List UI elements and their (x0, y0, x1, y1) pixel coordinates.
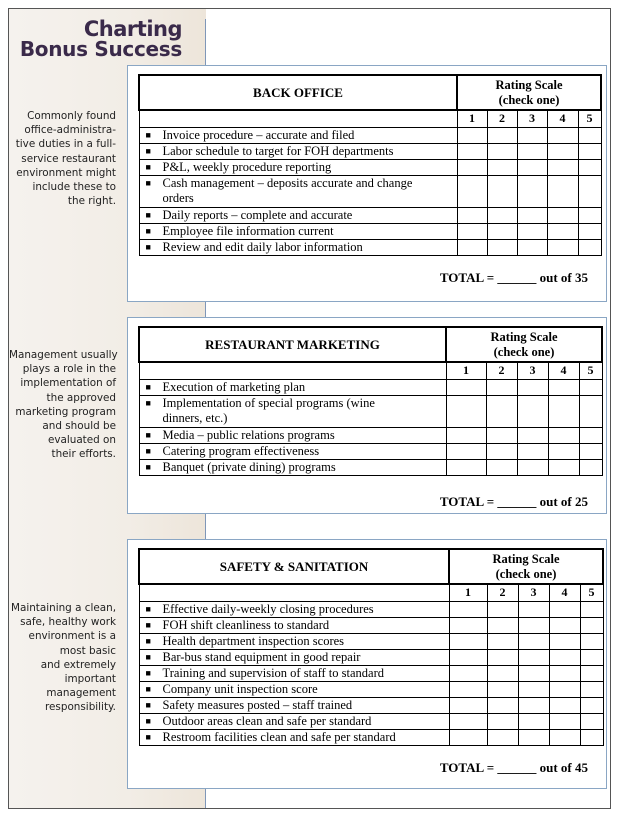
rating-checkbox-3[interactable] (517, 175, 547, 207)
rating-checkbox-2[interactable] (487, 175, 517, 207)
rating-checkbox-1[interactable] (446, 395, 486, 427)
title-line-1: Charting (83, 17, 182, 41)
criteria-line: Training and supervision of staff to standard (162, 665, 385, 680)
rating-checkbox-4[interactable] (548, 459, 579, 475)
note-line: Maintaining a clean, (10, 602, 116, 614)
rating-checkbox-4[interactable] (549, 633, 580, 649)
criteria-text (163, 224, 334, 239)
bullet-icon: ■ (145, 619, 151, 630)
rating-checkbox-2[interactable] (487, 127, 517, 143)
rating-checkbox-3[interactable] (517, 223, 547, 239)
table-row (139, 127, 601, 143)
rating-number: 3 (517, 362, 548, 379)
table-row (139, 175, 601, 207)
rating-checkbox-3[interactable] (518, 681, 549, 697)
criteria-text (163, 128, 355, 143)
rating-number: 5 (578, 110, 601, 127)
criteria-cell (139, 633, 449, 649)
rating-checkbox-5[interactable] (578, 159, 601, 175)
rating-checkbox-4[interactable] (548, 395, 579, 427)
rating-checkbox-2[interactable] (487, 729, 518, 745)
back-office-section (127, 65, 607, 302)
rating-checkbox-3[interactable] (517, 239, 547, 255)
rating-checkbox-3[interactable] (517, 379, 548, 395)
rating-checkbox-5[interactable] (579, 459, 602, 475)
criteria-text (163, 634, 345, 649)
rating-scale-hint: (check one) (495, 566, 557, 581)
section-title: SAFETY & SANITATION (139, 549, 449, 584)
criteria-line: orders (162, 191, 194, 205)
criteria-text (163, 144, 394, 159)
criteria-cell (139, 713, 449, 729)
rating-checkbox-4[interactable] (549, 665, 580, 681)
criteria-text (163, 240, 363, 255)
table-row (139, 633, 603, 649)
rating-checkbox-2[interactable] (486, 459, 517, 475)
rating-checkbox-1[interactable] (446, 459, 486, 475)
note-line: responsibility. (45, 701, 116, 714)
criteria-line: Daily reports – complete and accurate (162, 207, 353, 222)
note-line: service restaurant (21, 152, 116, 165)
rating-checkbox-4[interactable] (547, 143, 578, 159)
rating-checkbox-4[interactable] (549, 729, 580, 745)
criteria-line: FOH shift cleanliness to standard (162, 617, 330, 632)
table-row (139, 713, 603, 729)
note-line: Management usually (9, 349, 118, 361)
criteria-line: Banquet (private dining) programs (162, 459, 336, 474)
rating-scale-header (457, 75, 601, 110)
rating-checkbox-5[interactable] (579, 443, 602, 459)
rating-checkbox-1[interactable] (446, 443, 486, 459)
rating-checkbox-2[interactable] (487, 665, 518, 681)
rating-checkbox-1[interactable] (457, 223, 487, 239)
page-title (17, 19, 182, 59)
rating-checkbox-4[interactable] (548, 379, 579, 395)
criteria-line: Outdoor areas clean and safe per standard (162, 713, 372, 728)
rating-checkbox-4[interactable] (547, 127, 578, 143)
criteria-text (163, 396, 375, 426)
criteria-text (163, 650, 361, 665)
criteria-line: Bar-bus stand equipment in good repair (162, 649, 361, 664)
note-line: implementation of (20, 377, 116, 390)
safety-sanitation-section (127, 539, 607, 789)
criteria-cell (139, 649, 449, 665)
rating-scale-hint: (check one) (498, 92, 560, 107)
rating-checkbox-4[interactable] (549, 601, 580, 617)
rating-checkbox-3[interactable] (517, 459, 548, 475)
criteria-line: Labor schedule to target for FOH departments (162, 143, 394, 158)
note-line: most basic (59, 644, 116, 657)
criteria-line: Implementation of special programs (wine (162, 396, 375, 410)
rating-checkbox-5[interactable] (578, 175, 601, 207)
note-line: evaluated on (47, 434, 116, 447)
rating-number: 5 (580, 584, 603, 601)
rating-checkbox-3[interactable] (518, 617, 549, 633)
rating-checkbox-4[interactable] (547, 159, 578, 175)
rating-checkbox-1[interactable] (449, 617, 487, 633)
table-row (139, 459, 602, 475)
rating-checkbox-1[interactable] (449, 713, 487, 729)
criteria-cell (139, 665, 449, 681)
criteria-cell (139, 223, 457, 239)
rating-number: 3 (517, 110, 547, 127)
bullet-icon: ■ (145, 461, 151, 472)
note-line: important (64, 673, 116, 686)
criteria-line: Catering program effectiveness (162, 443, 320, 458)
criteria-cell (139, 175, 457, 207)
criteria-line: Review and edit daily labor information (162, 239, 363, 254)
rating-checkbox-3[interactable] (518, 633, 549, 649)
criteria-line: Effective daily-weekly closing procedures (162, 601, 374, 616)
rating-checkbox-1[interactable] (449, 665, 487, 681)
note-line: tive duties in a full- (15, 138, 116, 151)
rating-number: 1 (446, 362, 486, 379)
rating-checkbox-2[interactable] (487, 223, 517, 239)
rating-checkbox-3[interactable] (518, 729, 549, 745)
table-row (139, 617, 603, 633)
rating-checkbox-5[interactable] (578, 223, 601, 239)
table-row (139, 379, 602, 395)
rating-checkbox-2[interactable] (487, 649, 518, 665)
table-row (139, 223, 601, 239)
rating-checkbox-3[interactable] (517, 207, 547, 223)
table-row (139, 681, 603, 697)
rating-number: 2 (486, 362, 517, 379)
rating-checkbox-2[interactable] (487, 617, 518, 633)
rating-checkbox-3[interactable] (518, 697, 549, 713)
rating-table (138, 326, 603, 476)
criteria-cell (139, 427, 446, 443)
title-line-2: Bonus Success (19, 37, 182, 61)
criteria-cell (139, 143, 457, 159)
table-row (139, 395, 602, 427)
note-line: the right. (67, 195, 116, 208)
bullet-icon: ■ (145, 145, 151, 156)
page-frame (8, 8, 611, 809)
criteria-line: Media – public relations programs (162, 427, 335, 442)
bullet-icon: ■ (145, 161, 151, 172)
restaurant-marketing-section (127, 317, 607, 514)
criteria-text (163, 618, 330, 633)
bullet-icon: ■ (145, 683, 151, 694)
rating-checkbox-5[interactable] (580, 665, 603, 681)
criteria-text (163, 460, 336, 475)
table-row (139, 697, 603, 713)
table-row (139, 427, 602, 443)
note-line: and should be (42, 420, 116, 433)
criteria-cell (139, 729, 449, 745)
note-line: office-administra- (24, 124, 116, 137)
table-row (139, 443, 602, 459)
criteria-text (163, 730, 396, 745)
rating-checkbox-3[interactable] (518, 601, 549, 617)
bullet-icon: ■ (145, 731, 151, 742)
criteria-line: Execution of marketing plan (162, 379, 306, 394)
criteria-line: Health department inspection scores (162, 633, 345, 648)
criteria-line: Cash management – deposits accurate and change (162, 176, 413, 190)
rating-number: 2 (487, 110, 517, 127)
back-office-note (9, 109, 116, 208)
criteria-line: P&L, weekly procedure reporting (162, 159, 332, 174)
rating-checkbox-3[interactable] (517, 427, 548, 443)
rating-checkbox-4[interactable] (549, 697, 580, 713)
section-title: BACK OFFICE (139, 75, 457, 110)
rating-checkbox-4[interactable] (549, 649, 580, 665)
rating-checkbox-4[interactable] (548, 427, 579, 443)
rating-checkbox-1[interactable] (457, 239, 487, 255)
criteria-text (163, 682, 318, 697)
rating-number: 4 (547, 110, 578, 127)
rating-scale-label: Rating Scale (492, 551, 560, 566)
criteria-line: Employee file information current (162, 223, 334, 238)
bullet-icon: ■ (145, 429, 151, 440)
rating-checkbox-1[interactable] (449, 697, 487, 713)
rating-checkbox-4[interactable] (547, 239, 578, 255)
rating-checkbox-2[interactable] (487, 713, 518, 729)
rating-checkbox-1[interactable] (446, 427, 486, 443)
bullet-icon: ■ (145, 129, 151, 140)
rating-checkbox-5[interactable] (580, 601, 603, 617)
note-line: environment is a (28, 630, 116, 643)
criteria-cell (139, 239, 457, 255)
rating-checkbox-5[interactable] (578, 239, 601, 255)
rating-checkbox-2[interactable] (486, 395, 517, 427)
rating-checkbox-1[interactable] (449, 633, 487, 649)
bullet-icon: ■ (145, 398, 151, 408)
rating-scale-header (449, 549, 603, 584)
bullet-icon: ■ (145, 225, 151, 236)
rating-checkbox-2[interactable] (487, 633, 518, 649)
bullet-icon: ■ (145, 381, 151, 392)
rating-checkbox-5[interactable] (579, 427, 602, 443)
table-row (139, 649, 603, 665)
bullet-icon: ■ (145, 715, 151, 726)
note-line: the approved (46, 391, 116, 404)
rating-number: 1 (457, 110, 487, 127)
rating-number: 4 (548, 362, 579, 379)
rating-checkbox-1[interactable] (449, 681, 487, 697)
bullet-icon: ■ (145, 445, 151, 456)
rating-number: 4 (549, 584, 580, 601)
section-total: TOTAL = ______ out of 35 (439, 270, 588, 285)
rating-checkbox-5[interactable] (578, 127, 601, 143)
rating-checkbox-5[interactable] (580, 617, 603, 633)
rating-checkbox-5[interactable] (578, 207, 601, 223)
bullet-icon: ■ (145, 178, 151, 188)
note-line: plays a role in the (22, 363, 116, 376)
blank-cell (139, 584, 449, 601)
rating-checkbox-1[interactable] (449, 649, 487, 665)
note-line: environment might (16, 166, 116, 179)
rating-checkbox-2[interactable] (486, 379, 517, 395)
rating-checkbox-5[interactable] (578, 143, 601, 159)
criteria-text (163, 444, 320, 459)
criteria-cell (139, 395, 446, 427)
criteria-cell (139, 207, 457, 223)
rating-checkbox-2[interactable] (487, 697, 518, 713)
criteria-line: Company unit inspection score (162, 681, 318, 696)
criteria-cell (139, 681, 449, 697)
criteria-text (163, 666, 385, 681)
rating-checkbox-4[interactable] (549, 713, 580, 729)
rating-checkbox-1[interactable] (457, 207, 487, 223)
rating-checkbox-2[interactable] (487, 159, 517, 175)
criteria-line: Invoice procedure – accurate and filed (162, 127, 355, 142)
bullet-icon: ■ (145, 209, 151, 220)
table-row (139, 729, 603, 745)
table-row (139, 239, 601, 255)
criteria-line: Safety measures posted – staff trained (162, 697, 353, 712)
note-line: Commonly found (27, 110, 116, 122)
rating-checkbox-1[interactable] (457, 159, 487, 175)
note-line: include these to (32, 181, 116, 194)
criteria-cell (139, 379, 446, 395)
section-title: RESTAURANT MARKETING (139, 327, 446, 362)
table-row (139, 207, 601, 223)
marketing-note (9, 348, 116, 462)
rating-checkbox-3[interactable] (517, 127, 547, 143)
criteria-text (163, 176, 413, 206)
criteria-line: Restroom facilities clean and safe per standard (162, 729, 396, 744)
bullet-icon: ■ (145, 651, 151, 662)
rating-number: 3 (518, 584, 549, 601)
rating-checkbox-5[interactable] (580, 649, 603, 665)
criteria-text (163, 428, 335, 443)
rating-checkbox-2[interactable] (487, 681, 518, 697)
bullet-icon: ■ (145, 603, 151, 614)
rating-checkbox-4[interactable] (547, 207, 578, 223)
rating-checkbox-2[interactable] (487, 601, 518, 617)
rating-checkbox-5[interactable] (580, 713, 603, 729)
criteria-text (163, 698, 353, 713)
table-row (139, 665, 603, 681)
rating-checkbox-3[interactable] (517, 159, 547, 175)
table-row (139, 601, 603, 617)
criteria-text (163, 602, 374, 617)
bullet-icon: ■ (145, 241, 151, 252)
rating-checkbox-3[interactable] (518, 649, 549, 665)
rating-checkbox-2[interactable] (487, 143, 517, 159)
section-total: TOTAL = ______ out of 45 (439, 760, 588, 775)
criteria-cell (139, 697, 449, 713)
rating-checkbox-3[interactable] (518, 713, 549, 729)
rating-scale-label: Rating Scale (490, 329, 558, 344)
criteria-line: dinners, etc.) (162, 411, 228, 425)
criteria-text (163, 208, 353, 223)
rating-checkbox-1[interactable] (457, 127, 487, 143)
note-line: management (46, 687, 116, 700)
table-row (139, 143, 601, 159)
bullet-icon: ■ (145, 667, 151, 678)
note-line: safe, healthy work (20, 616, 116, 629)
rating-table (138, 548, 604, 746)
rating-number: 2 (487, 584, 518, 601)
rating-checkbox-3[interactable] (517, 143, 547, 159)
note-line: marketing program (15, 405, 116, 418)
rating-checkbox-4[interactable] (547, 223, 578, 239)
rating-checkbox-1[interactable] (457, 143, 487, 159)
rating-checkbox-2[interactable] (486, 443, 517, 459)
rating-checkbox-1[interactable] (449, 601, 487, 617)
rating-checkbox-1[interactable] (449, 729, 487, 745)
bullet-icon: ■ (145, 699, 151, 710)
rating-checkbox-4[interactable] (549, 681, 580, 697)
criteria-text (163, 714, 372, 729)
rating-scale-label: Rating Scale (495, 77, 563, 92)
rating-scale-hint: (check one) (493, 344, 555, 359)
rating-checkbox-2[interactable] (487, 239, 517, 255)
rating-checkbox-2[interactable] (487, 207, 517, 223)
criteria-cell (139, 617, 449, 633)
table-row (139, 159, 601, 175)
blank-cell (139, 110, 457, 127)
criteria-text (163, 380, 306, 395)
rating-checkbox-5[interactable] (580, 729, 603, 745)
rating-checkbox-5[interactable] (580, 697, 603, 713)
rating-checkbox-5[interactable] (580, 681, 603, 697)
rating-checkbox-3[interactable] (517, 395, 548, 427)
criteria-cell (139, 443, 446, 459)
criteria-cell (139, 159, 457, 175)
safety-note (9, 601, 116, 715)
note-line: their efforts. (51, 448, 116, 461)
rating-checkbox-3[interactable] (517, 443, 548, 459)
note-line: and extremely (40, 658, 116, 671)
rating-scale-header (446, 327, 602, 362)
rating-checkbox-4[interactable] (548, 443, 579, 459)
rating-checkbox-5[interactable] (579, 379, 602, 395)
rating-checkbox-4[interactable] (549, 617, 580, 633)
criteria-cell (139, 127, 457, 143)
rating-number: 5 (579, 362, 602, 379)
section-total: TOTAL = ______ out of 25 (439, 494, 588, 509)
rating-number: 1 (449, 584, 487, 601)
criteria-text (163, 160, 332, 175)
blank-cell (139, 362, 446, 379)
rating-checkbox-1[interactable] (446, 379, 486, 395)
rating-checkbox-5[interactable] (580, 633, 603, 649)
rating-checkbox-5[interactable] (579, 395, 602, 427)
rating-table (138, 74, 602, 256)
rating-checkbox-2[interactable] (486, 427, 517, 443)
criteria-cell (139, 459, 446, 475)
criteria-cell (139, 601, 449, 617)
rating-checkbox-3[interactable] (518, 665, 549, 681)
rating-checkbox-1[interactable] (457, 175, 487, 207)
rating-checkbox-4[interactable] (547, 175, 578, 207)
bullet-icon: ■ (145, 635, 151, 646)
